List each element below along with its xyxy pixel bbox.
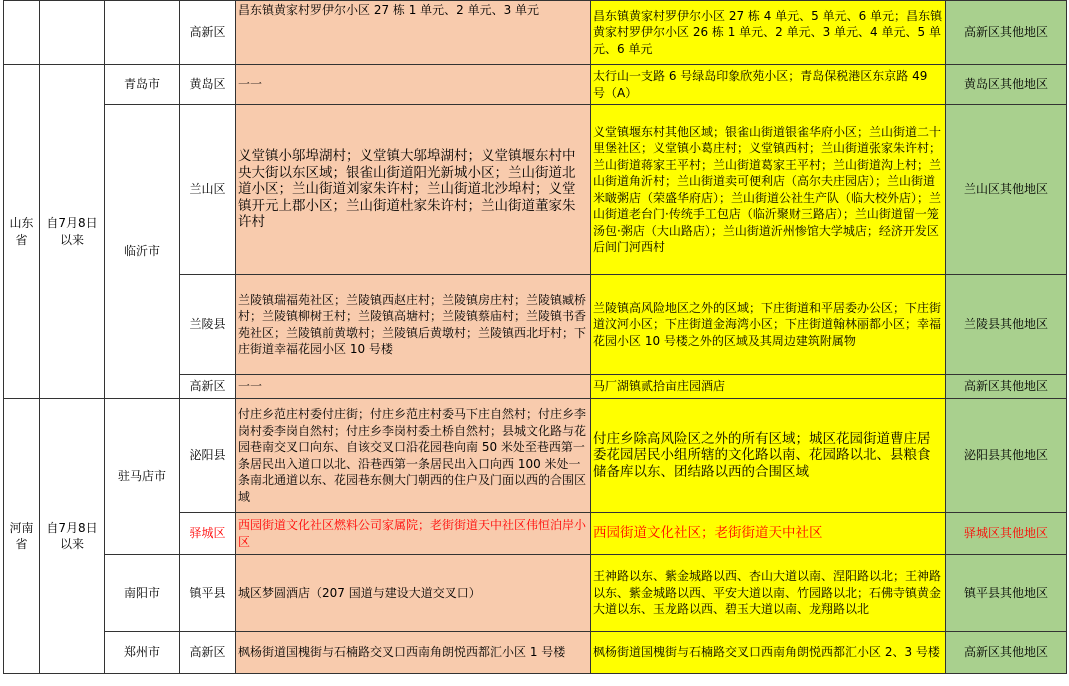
table-row bbox=[4, 555, 1067, 632]
district-cell: 高新区 bbox=[180, 632, 236, 674]
district-cell: 高新区 bbox=[180, 375, 236, 399]
low-risk-cell: 驿城区其他地区 bbox=[946, 513, 1067, 555]
mid-risk-cell: 马厂湖镇贰拾亩庄园酒店 bbox=[591, 375, 946, 399]
mid-risk-cell: 枫杨街道国槐街与石楠路交叉口西南角朗悦西都汇小区 2、3 号楼 bbox=[591, 632, 946, 674]
district-cell: 兰山区 bbox=[180, 105, 236, 275]
city-cell: 南阳市 bbox=[105, 555, 180, 632]
time-cell: 自7月8日以来 bbox=[40, 399, 105, 674]
low-risk-cell: 兰陵县其他地区 bbox=[946, 275, 1067, 375]
city-cell: 临沂市 bbox=[105, 105, 180, 399]
high-risk-cell: 义堂镇小邬埠湖村；义堂镇大邬埠湖村；义堂镇堰东村中央大街以东区域；银雀山街道阳光新城小区；兰山街道北道小区；兰山街道刘家朱许村；兰山街道北沙埠村；义堂镇开元上郡小区；兰山街道杜家朱许村；兰山街道董家朱许村 bbox=[236, 105, 591, 275]
low-risk-cell: 高新区其他地区 bbox=[946, 632, 1067, 674]
time-cell-top-empty bbox=[40, 1, 105, 65]
low-risk-cell: 高新区其他地区 bbox=[946, 1, 1067, 65]
high-risk-cell: 西园街道文化社区燃料公司家属院；老街街道天中社区伟恒泊岸小区 bbox=[236, 513, 591, 555]
table-row bbox=[4, 105, 1067, 275]
city-cell: 驻马店市 bbox=[105, 399, 180, 555]
low-risk-cell: 泌阳县其他地区 bbox=[946, 399, 1067, 513]
table-row bbox=[4, 399, 1067, 513]
mid-risk-cell: 昌东镇黄家村罗伊尔小区 27 栋 4 单元、5 单元、6 单元；昌东镇黄家村罗伊尔小区 26 栋 1 单元、2 单元、3 单元、4 单元、5 单元、6 单元 bbox=[591, 1, 946, 65]
city-cell: 青岛市 bbox=[105, 65, 180, 105]
district-cell: 镇平县 bbox=[180, 555, 236, 632]
mid-risk-cell: 西园街道文化社区；老街街道天中社区 bbox=[591, 513, 946, 555]
province-cell: 河南省 bbox=[4, 399, 40, 674]
mid-risk-cell: 义堂镇堰东村其他区域；银雀山街道银雀华府小区；兰山街道二十里堡社区；义堂镇小葛庄村；义堂镇西村；兰山街道张家朱许村；兰山街道蒋家王平村；兰山街道葛家王平村；兰山街道沟上村；兰山街道角沂村；兰山街道卖可便利店（高尔夫庄园店）；兰山街道米啵粥店（荣盛华府店）；兰山街道公社生产队（临大校外店）；兰山街道老台门·传统手工包店（临沂聚财三路店）；兰山街道留一笼汤包·粥店（大山路店）；兰山街道沂州惨馆大学城店；经济开发区后间门河西村 bbox=[591, 105, 946, 275]
city-cell: 郑州市 bbox=[105, 632, 180, 674]
high-risk-cell: 昌东镇黄家村罗伊尔小区 27 栋 1 单元、2 单元、3 单元 bbox=[236, 1, 591, 65]
mid-risk-cell: 太行山一支路 6 号绿岛印象欣苑小区；青岛保税港区东京路 49 号（A） bbox=[591, 65, 946, 105]
low-risk-cell: 镇平县其他地区 bbox=[946, 555, 1067, 632]
district-cell: 驿城区 bbox=[180, 513, 236, 555]
high-risk-cell: 兰陵镇瑞福苑社区；兰陵镇西赵庄村；兰陵镇房庄村；兰陵镇臧桥村；兰陵镇柳树王村；兰陵镇高塘村；兰陵镇蔡庙村；兰陵镇书香苑社区；兰陵镇前黄墩村；兰陵镇后黄墩村；兰陵镇西北圩村；下庄街道幸福花园小区 10 号楼 bbox=[236, 275, 591, 375]
risk-area-table bbox=[3, 0, 1067, 674]
district-cell: 黄岛区 bbox=[180, 65, 236, 105]
high-risk-cell: 城区梦圆酒店（207 国道与建设大道交叉口） bbox=[236, 555, 591, 632]
district-cell: 高新区 bbox=[180, 1, 236, 65]
table-row bbox=[4, 632, 1067, 674]
district-cell: 泌阳县 bbox=[180, 399, 236, 513]
high-risk-cell: 枫杨街道国槐街与石楠路交叉口西南角朗悦西都汇小区 1 号楼 bbox=[236, 632, 591, 674]
high-risk-cell: 付庄乡范庄村委付庄街；付庄乡范庄村委马下庄自然村；付庄乡李岗村委李岗自然村；付庄乡李岗村委土桥自然村；县城文化路与花园巷南交叉口向东、自该交叉口沿花园巷向南 50 米处至巷西第一条居民出入道口以北、沿巷西第一条居民出入口向西 100 米处一条南北通道以东、花园巷东侧大门朝西的住户及门面以西的合围区域 bbox=[236, 399, 591, 513]
province-cell: 山东省 bbox=[4, 65, 40, 399]
mid-risk-cell: 王神路以东、紫金城路以西、杏山大道以南、涅阳路以北；王神路以东、紫金城路以西、平安大道以南、竹园路以北；石佛寺镇黄金大道以东、玉龙路以西、碧玉大道以南、龙翔路以北 bbox=[591, 555, 946, 632]
mid-risk-cell: 兰陵镇高风险地区之外的区域；下庄街道和平居委办公区；下庄街道汶河小区；下庄街道金海湾小区；下庄街道翰林丽都小区；幸福花园小区 10 号楼之外的区域及其周边建筑附属物 bbox=[591, 275, 946, 375]
high-risk-cell: 一一 bbox=[236, 65, 591, 105]
table-row bbox=[4, 1, 1067, 65]
low-risk-cell: 黄岛区其他地区 bbox=[946, 65, 1067, 105]
time-cell: 自7月8日以来 bbox=[40, 65, 105, 399]
low-risk-cell: 高新区其他地区 bbox=[946, 375, 1067, 399]
city-cell-top-empty bbox=[105, 1, 180, 65]
high-risk-cell: 一一 bbox=[236, 375, 591, 399]
mid-risk-cell: 付庄乡除高风险区之外的所有区域；城区花园街道曹庄居委花园居民小组所辖的文化路以南、花园路以北、县粮食储备库以东、团结路以西的合围区域 bbox=[591, 399, 946, 513]
province-cell-top-empty bbox=[4, 1, 40, 65]
district-cell: 兰陵县 bbox=[180, 275, 236, 375]
low-risk-cell: 兰山区其他地区 bbox=[946, 105, 1067, 275]
table-row bbox=[4, 65, 1067, 105]
